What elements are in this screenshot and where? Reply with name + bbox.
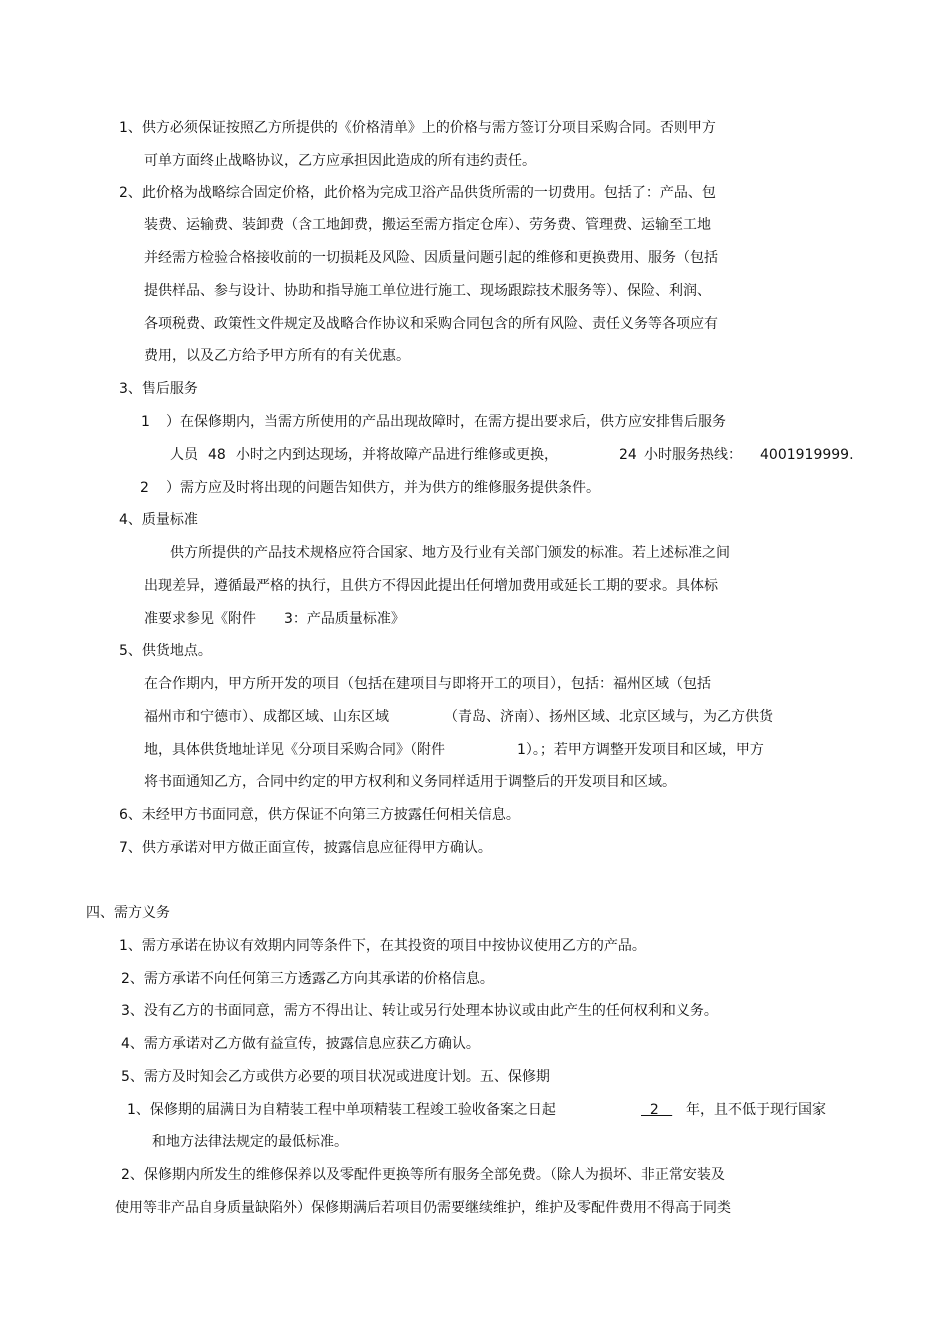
warranty-clause-1-cont: 和地方法律法规定的最低标准。 [152, 1134, 348, 1150]
clause-supply-7: 7、供方承诺对甲方做正面宣传，披露信息应征得甲方确认。 [119, 840, 492, 856]
clause-supply-2-cont: 费用，以及乙方给予甲方所有的有关优惠。 [144, 348, 410, 364]
buyer-obligation-4: 4、需方承诺对乙方做有益宣传，披露信息应获乙方确认。 [121, 1036, 480, 1052]
warranty-clause-2: 2、保修期内所发生的维修保养以及零配件更换等所有服务全部免费。（除人为损坏、非正常安装及 [121, 1167, 725, 1183]
buyer-obligation-5: 5、需方及时知会乙方或供方必要的项目状况或进度计划。五、保修期 [121, 1069, 550, 1085]
warranty-years: 2 [641, 1102, 673, 1118]
section-heading-buyer-obligations: 四、需方义务 [86, 905, 170, 921]
buyer-obligation-3: 3、没有乙方的书面同意，需方不得出让、转让或另行处理本协议或由此产生的任何权利和义务。 [121, 1003, 718, 1019]
buyer-obligation-2: 2、需方承诺不向任何第三方透露乙方向其承诺的价格信息。 [121, 971, 494, 987]
clause-supply-2-cont: 装费、运输费、装卸费（含工地卸费，搬运至需方指定仓库）、劳务费、管理费、运输至工地 [144, 217, 711, 233]
quality-standard-text: 供方所提供的产品技术规格应符合国家、地方及行业有关部门颁发的标准。若上述标准之间 [170, 545, 730, 561]
document-page: 1、供方必须保证按照乙方所提供的《价格清单》上的价格与需方签订分项目采购合同。否则甲方 可单方面终止战略协议，乙方应承担因此造成的所有违约责任。 2、此价格为战略综合固定价格，此价格为完成卫浴产品供货所需的一切费用。包括了：产品、包 装费、运输费、装卸费（含工地卸费，搬运至需方指定仓库）、劳务费、管理费、运输至工地 并经需方检验合格接收前的一切损耗及风险、因质量问题引起的维修和更换费用、服务（包括 提供样品、参与设计、协助和指导施工单位进行施工、现场跟踪技术服务等）、保险、利润、 各项税费、政策性文件规定及战略合作协议和采购合同包含的所有风险、责任义务等各项应有 费用，以及乙方给予甲方所有的有关优惠。 3、售后服务 1 ）在保修期内，当需方所使用的产品出现故障时，在需方提出要求后，供方应安排售后服务 人员 48 小时之内到达现场，并将故障产品进行维修或更换， 24 小时服务热线： 4001919999. 2 ）需方应及时将出现的问题告知供方，并为供方的维修服务提供条件。 4、质量标准 供方所提供的产品技术规格应符合国家、地方及行业有关部门颁发的标准。若上述标准之间 出现差异，遵循最严格的执行，且供方不得因此提出任何增加费用或延长工期的要求。具体标 准要求参见《附件 3：产品质量标准》 5、供货地点。 在合作期内，甲方所开发的项目（包括在建项目与即将开工的项目），包括：福州区域（包括 福州市和宁德市）、成都区域、山东区域 （青岛、济南）、扬州区域、北京区域与，为乙方供货 地，具体供货地址详见《分项目采购合同》（附件 1）。；若甲方调整开发项目和区域，甲方 将书面通知乙方，合同中约定的甲方权利和义务同样适用于调整后的开发项目和区域。 6、未经甲方书面同意，供方保证不向第三方披露任何相关信息。 7、供方承诺对甲方做正面宣传，披露信息应征得甲方确认。 四、需方义务 1、需方承诺在协议有效期内同等条件下，在其投资的项目中按协议使用乙方的产品。 2、需方承诺不向任何第三方透露乙方向其承诺的价格信息。 3、没有乙方的书面同意，需方不得出让、转让或另行处理本协议或由此产生的任何权利和义务。 4、需方承诺对乙方做有益宣传，披露信息应获乙方确认。 5、需方及时知会乙方或供方必要的项目状况或进度计划。五、保修期 1、保修期的届满日为自精装工程中单项精装工程竣工验收备案之日起 2 年，且不低于现行国家 和地方法律法规定的最低标准。 2、保修期内所发生的维修保养以及零配件更换等所有服务全部免费。（除人为损坏、非正常安装及 使用等非产品自身质量缺陷外）保修期满后若项目仍需要继续维护，维护及零配件费用不得高于同类 [86, 120, 854, 1216]
clause-supply-1: 1、供方必须保证按照乙方所提供的《价格清单》上的价格与需方签订分项目采购合同。否则甲方 [119, 120, 716, 136]
buyer-obligation-1: 1、需方承诺在协议有效期内同等条件下，在其投资的项目中按协议使用乙方的产品。 [119, 938, 646, 954]
heading-delivery-location: 5、供货地点。 [119, 643, 212, 659]
clause-supply-6: 6、未经甲方书面同意，供方保证不向第三方披露任何相关信息。 [119, 807, 520, 823]
clause-supply-2-cont: 提供样品、参与设计、协助和指导施工单位进行施工、现场跟踪技术服务等）、保险、利润、 [144, 283, 711, 299]
heading-after-sales: 3、售后服务 [119, 381, 198, 397]
delivery-location-text: 在合作期内，甲方所开发的项目（包括在建项目与即将开工的项目），包括：福州区域（包括 [144, 676, 711, 692]
quality-standard-text: 出现差异，遵循最严格的执行，且供方不得因此提出任何增加费用或延长工期的要求。具体标 [144, 578, 718, 594]
delivery-location-text: 将书面通知乙方，合同中约定的甲方权利和义务同样适用于调整后的开发项目和区域。 [144, 774, 676, 790]
clause-supply-2-cont: 各项税费、政策性文件规定及战略合作协议和采购合同包含的所有风险、责任义务等各项应有 [144, 316, 718, 332]
item-number: 1 [141, 414, 150, 430]
warranty-clause-2-cont: 使用等非产品自身质量缺陷外）保修期满后若项目仍需要继续维护，维护及零配件费用不得高于同类 [115, 1200, 731, 1216]
clause-supply-2: 2、此价格为战略综合固定价格，此价格为完成卫浴产品供货所需的一切费用。包括了：产品、包 [119, 185, 716, 201]
clause-supply-1-cont: 可单方面终止战略协议，乙方应承担因此造成的所有违约责任。 [144, 153, 536, 169]
heading-quality-standard: 4、质量标准 [119, 512, 198, 528]
clause-supply-2-cont: 并经需方检验合格接收前的一切损耗及风险、因质量问题引起的维修和更换费用、服务（包括 [144, 250, 718, 266]
item-text: ）在保修期内，当需方所使用的产品出现故障时，在需方提出要求后，供方应安排售后服务 [166, 414, 726, 430]
service-hotline: 4001919999. [760, 447, 854, 463]
item-text: ）需方应及时将出现的问题告知供方，并为供方的维修服务提供条件。 [166, 480, 600, 496]
item-number: 2 [140, 480, 149, 496]
